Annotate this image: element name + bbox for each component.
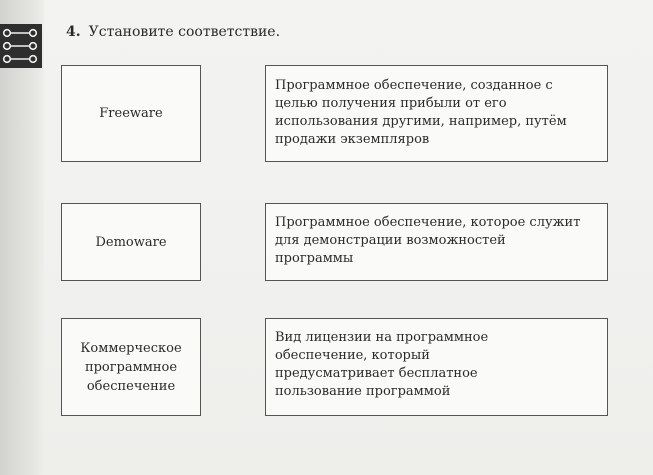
definition-box-1[interactable] bbox=[265, 65, 608, 162]
definition-text: Программное обеспечение, которое служит для демонстрации возможностей программы bbox=[275, 215, 581, 266]
term-label: Коммерческое программное обеспечение bbox=[80, 340, 182, 394]
task-header bbox=[66, 24, 280, 40]
definition-box-3[interactable] bbox=[265, 318, 608, 416]
definition-text: Вид лицензии на программное обеспечение, который предусматривает бесплатное пользование программой bbox=[275, 330, 489, 399]
term-box-commercial[interactable] bbox=[61, 318, 201, 416]
definition-box-2[interactable] bbox=[265, 203, 608, 281]
task-title: Установите соответствие. bbox=[88, 24, 281, 40]
definition-text: Программное обеспечение, созданное с целью получения прибыли от его использования другими, например, путём продажи экземпляров bbox=[275, 78, 567, 147]
task-number: 4. bbox=[66, 24, 81, 40]
matching-task-icon bbox=[0, 24, 42, 68]
term-label: Demoware bbox=[95, 234, 167, 250]
term-box-demoware[interactable] bbox=[61, 203, 201, 281]
term-box-freeware[interactable] bbox=[61, 65, 201, 162]
term-label: Freeware bbox=[99, 106, 163, 121]
page-margin-strip bbox=[0, 0, 44, 475]
